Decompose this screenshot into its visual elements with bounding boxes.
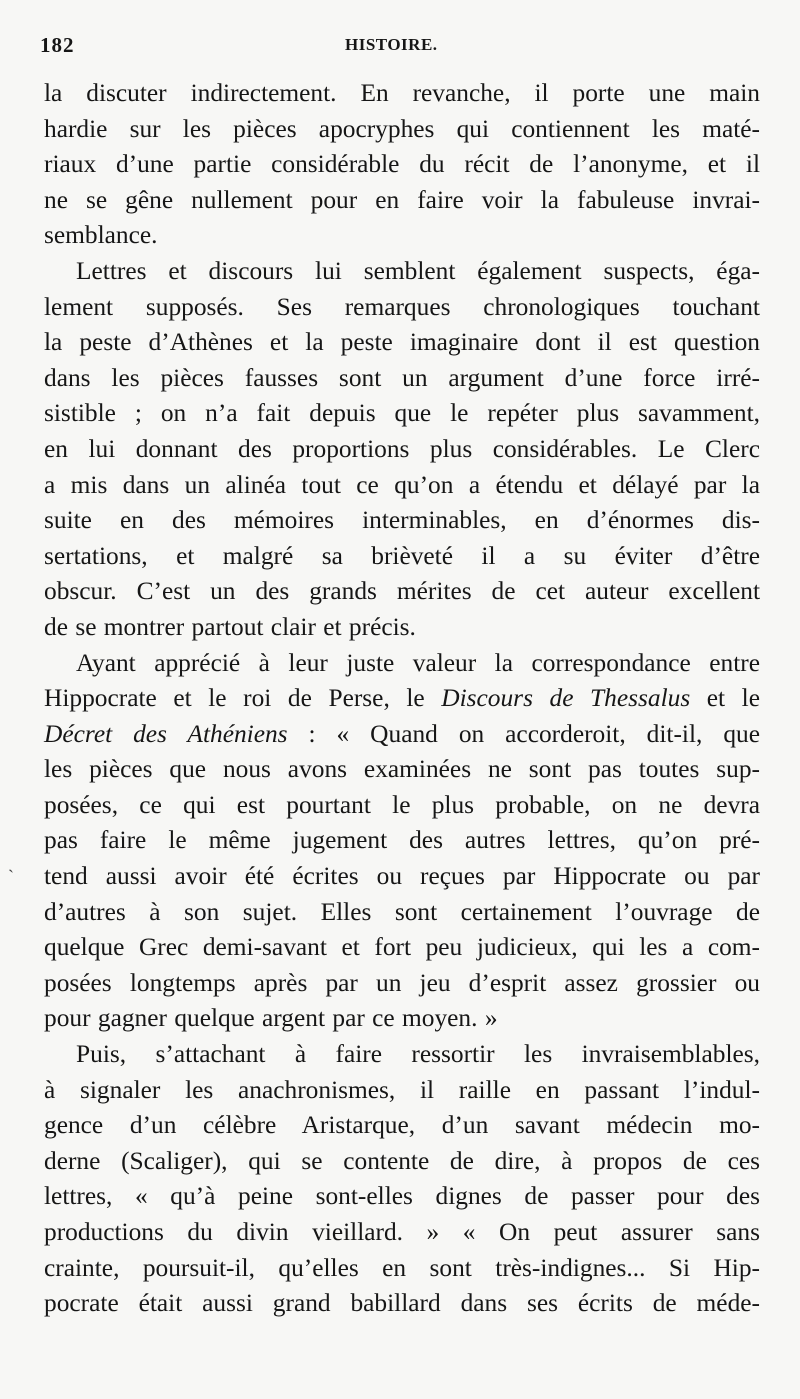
body-text xyxy=(44,76,760,1322)
text-line: ne se gêne nullement pour en faire voir la fabuleuse invrai- xyxy=(44,185,760,214)
text-line: à signaler les anachronismes, il raille en passant l’indul- xyxy=(44,1075,760,1104)
text-line: obscur. C’est un des grands mérites de cet auteur excellent xyxy=(44,577,760,606)
text-line: pas faire le même jugement des autres lettres, qu’on pré- xyxy=(44,826,760,855)
text-line: a mis dans un alinéa tout ce qu’on a étendu et délayé par la xyxy=(44,470,760,499)
text-line: hardie sur les pièces apocryphes qui contiennent les maté- xyxy=(44,114,760,143)
text-line: la discuter indirectement. En revanche, il porte une main xyxy=(44,79,760,107)
text-line: productions du divin vieillard. » « On peut assurer sans xyxy=(44,1218,760,1246)
text-line: riaux d’une partie considérable du récit de l’anonyme, et il xyxy=(44,150,760,179)
text-line: sistible ; on n’a fait depuis que le repéter plus savamment, xyxy=(44,399,760,428)
text-line: Lettres et discours lui semblent également suspects, éga- xyxy=(76,256,760,285)
italic-title: Décret des Athéniens xyxy=(44,719,288,748)
text-line: dans les pièces fausses sont un argument d’une force irré- xyxy=(44,363,760,392)
text-line: Décret des Athéniens : « Quand on accorderoit, dit-il, que xyxy=(44,719,760,748)
text-line: Puis, s’attachant à faire ressortir les invraisemblables, xyxy=(76,1040,760,1069)
page-header xyxy=(40,33,760,63)
text-line: de se montrer partout clair et précis. xyxy=(44,612,416,641)
italic-title: Discours de Thessalus xyxy=(441,684,691,713)
running-title: HISTOIRE. xyxy=(345,35,438,54)
text-line: sertations, et malgré sa brièveté il a su éviter d’être xyxy=(44,541,760,570)
text-line: lettres, « qu’à peine sont-elles dignes de passer pour des xyxy=(44,1182,760,1211)
text-line: posées longtemps après par un jeu d’esprit assez grossier ou xyxy=(44,968,760,997)
text-line: pour gagner quelque argent par ce moyen. » xyxy=(44,1004,498,1033)
text-line: la peste d’Athènes et la peste imaginaire dont il est question xyxy=(44,328,760,357)
text-line: suite en des mémoires interminables, en d’énormes dis- xyxy=(44,506,760,535)
text-line: lement supposés. Ses remarques chronologiques touchant xyxy=(44,292,760,321)
text-line: d’autres à son sujet. Elles sont certainement l’ouvrage de xyxy=(44,897,760,926)
text-line: tend aussi avoir été écrites ou reçues par Hippocrate ou par xyxy=(44,862,760,891)
page-number: 182 xyxy=(40,33,75,57)
text-line: Ayant apprécié à leur juste valeur la correspondance entre xyxy=(76,648,760,677)
text-line: gence d’un célèbre Aristarque, d’un savant médecin mo- xyxy=(44,1111,760,1140)
text-line: crainte, poursuit-il, qu’elles en sont très-indignes... Si Hip- xyxy=(44,1253,760,1282)
text-line: pocrate était aussi grand babillard dans ses écrits de méde- xyxy=(44,1289,760,1318)
text-line: quelque Grec demi-savant et fort peu judicieux, qui les a com- xyxy=(44,933,760,962)
text-line: posées, ce qui est pourtant le plus probable, on ne devra xyxy=(44,790,760,819)
text-line: en lui donnant des proportions plus considérables. Le Clerc xyxy=(44,434,760,463)
text-line: Hippocrate et le roi de Perse, le Discours de Thessalus et le xyxy=(44,684,760,713)
text-line: semblance. xyxy=(44,221,158,250)
margin-mark: ˴ xyxy=(8,858,14,878)
text-line: derne (Scaliger), qui se contente de dire, à propos de ces xyxy=(44,1146,760,1175)
text-line: les pièces que nous avons examinées ne sont pas toutes sup- xyxy=(44,755,760,784)
